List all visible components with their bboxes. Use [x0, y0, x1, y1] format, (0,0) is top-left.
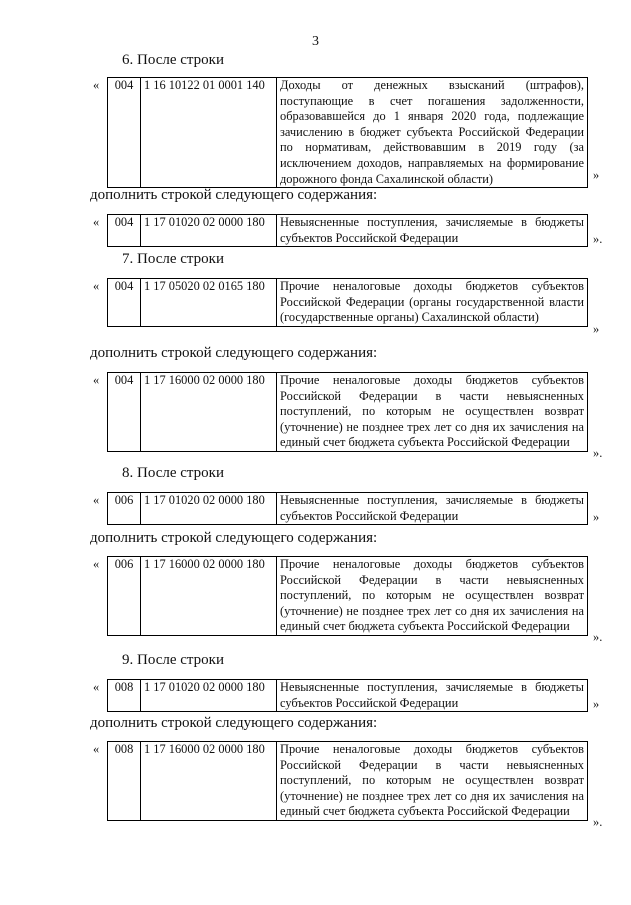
close-quote: ».: [593, 815, 603, 829]
section-heading: 9. После строки: [122, 652, 224, 668]
budget-code: 1 17 16000 02 0000 180: [141, 742, 277, 821]
close-quote: ».: [593, 446, 603, 460]
table-row: [107, 741, 588, 821]
description: Невыясненные поступления, зачисляемые в бюджеты субъектов Российской Федерации: [277, 680, 588, 712]
budget-code: 1 17 16000 02 0000 180: [141, 557, 277, 636]
open-quote: «: [93, 493, 100, 507]
add-label: дополнить строкой следующего содержания:: [90, 715, 378, 731]
open-quote: «: [93, 279, 100, 293]
budget-code: 1 17 01020 02 0000 180: [141, 680, 277, 712]
description: Прочие неналоговые доходы бюджетов субъектов Российской Федерации в части невыясненных поступлений, по которым не осуществлен возврат (уточнение) не позднее трех лет со дня их зачисления на единый счет бюджета субъекта Российской Федерации: [277, 373, 588, 452]
close-quote: »: [593, 322, 600, 336]
close-quote: »: [593, 510, 600, 524]
admin-code: 004: [108, 78, 141, 188]
open-quote: «: [93, 215, 100, 229]
close-quote: ».: [593, 232, 603, 246]
section-heading: 7. После строки: [122, 251, 224, 267]
admin-code: 004: [108, 373, 141, 452]
open-quote: «: [93, 557, 100, 571]
budget-code: 1 17 01020 02 0000 180: [141, 493, 277, 525]
close-quote: »: [593, 697, 600, 711]
table-row: [107, 214, 588, 247]
description: Прочие неналоговые доходы бюджетов субъектов Российской Федерации в части невыясненных поступлений, по которым не осуществлен возврат (уточнение) не позднее трех лет со дня их зачисления на единый счет бюджета субъекта Российской Федерации: [277, 557, 588, 636]
description: Прочие неналоговые доходы бюджетов субъектов Российской Федерации (органы государственной власти (государственные органы) Сахалинской области): [277, 279, 588, 327]
open-quote: «: [93, 742, 100, 756]
budget-code: 1 17 16000 02 0000 180: [141, 373, 277, 452]
table-row: [107, 492, 588, 525]
table-row: [107, 372, 588, 452]
table-row: [107, 77, 588, 188]
table-row: [107, 278, 588, 327]
close-quote: ».: [593, 630, 603, 644]
admin-code: 008: [108, 742, 141, 821]
budget-code: 1 17 05020 02 0165 180: [141, 279, 277, 327]
section-heading: 6. После строки: [122, 52, 224, 68]
admin-code: 006: [108, 557, 141, 636]
table-row: [107, 556, 588, 636]
section-heading: 8. После строки: [122, 465, 224, 481]
add-label: дополнить строкой следующего содержания:: [90, 345, 378, 361]
open-quote: «: [93, 373, 100, 387]
table-row: [107, 679, 588, 712]
add-label: дополнить строкой следующего содержания:: [90, 187, 378, 203]
open-quote: «: [93, 78, 100, 92]
description: Прочие неналоговые доходы бюджетов субъектов Российской Федерации в части невыясненных поступлений, по которым не осуществлен возврат (уточнение) не позднее трех лет со дня их зачисления на единый счет бюджета субъекта Российской Федерации: [277, 742, 588, 821]
budget-code: 1 17 01020 02 0000 180: [141, 215, 277, 247]
open-quote: «: [93, 680, 100, 694]
admin-code: 008: [108, 680, 141, 712]
close-quote: »: [593, 168, 600, 182]
description: Невыясненные поступления, зачисляемые в бюджеты субъектов Российской Федерации: [277, 215, 588, 247]
admin-code: 004: [108, 215, 141, 247]
description: Доходы от денежных взысканий (штрафов), поступающие в счет погашения задолженности, образовавшейся до 1 января 2020 года, подлежащие зачислению в бюджет субъекта Российской Федерации по нормативам, действовавшим в 2019 году (за исключением доходов, направляемых на формирование дорожного фонда Сахалинской области): [277, 78, 588, 188]
description: Невыясненные поступления, зачисляемые в бюджеты субъектов Российской Федерации: [277, 493, 588, 525]
admin-code: 004: [108, 279, 141, 327]
add-label: дополнить строкой следующего содержания:: [90, 530, 378, 546]
page-number: 3: [312, 34, 319, 49]
admin-code: 006: [108, 493, 141, 525]
budget-code: 1 16 10122 01 0001 140: [141, 78, 277, 188]
